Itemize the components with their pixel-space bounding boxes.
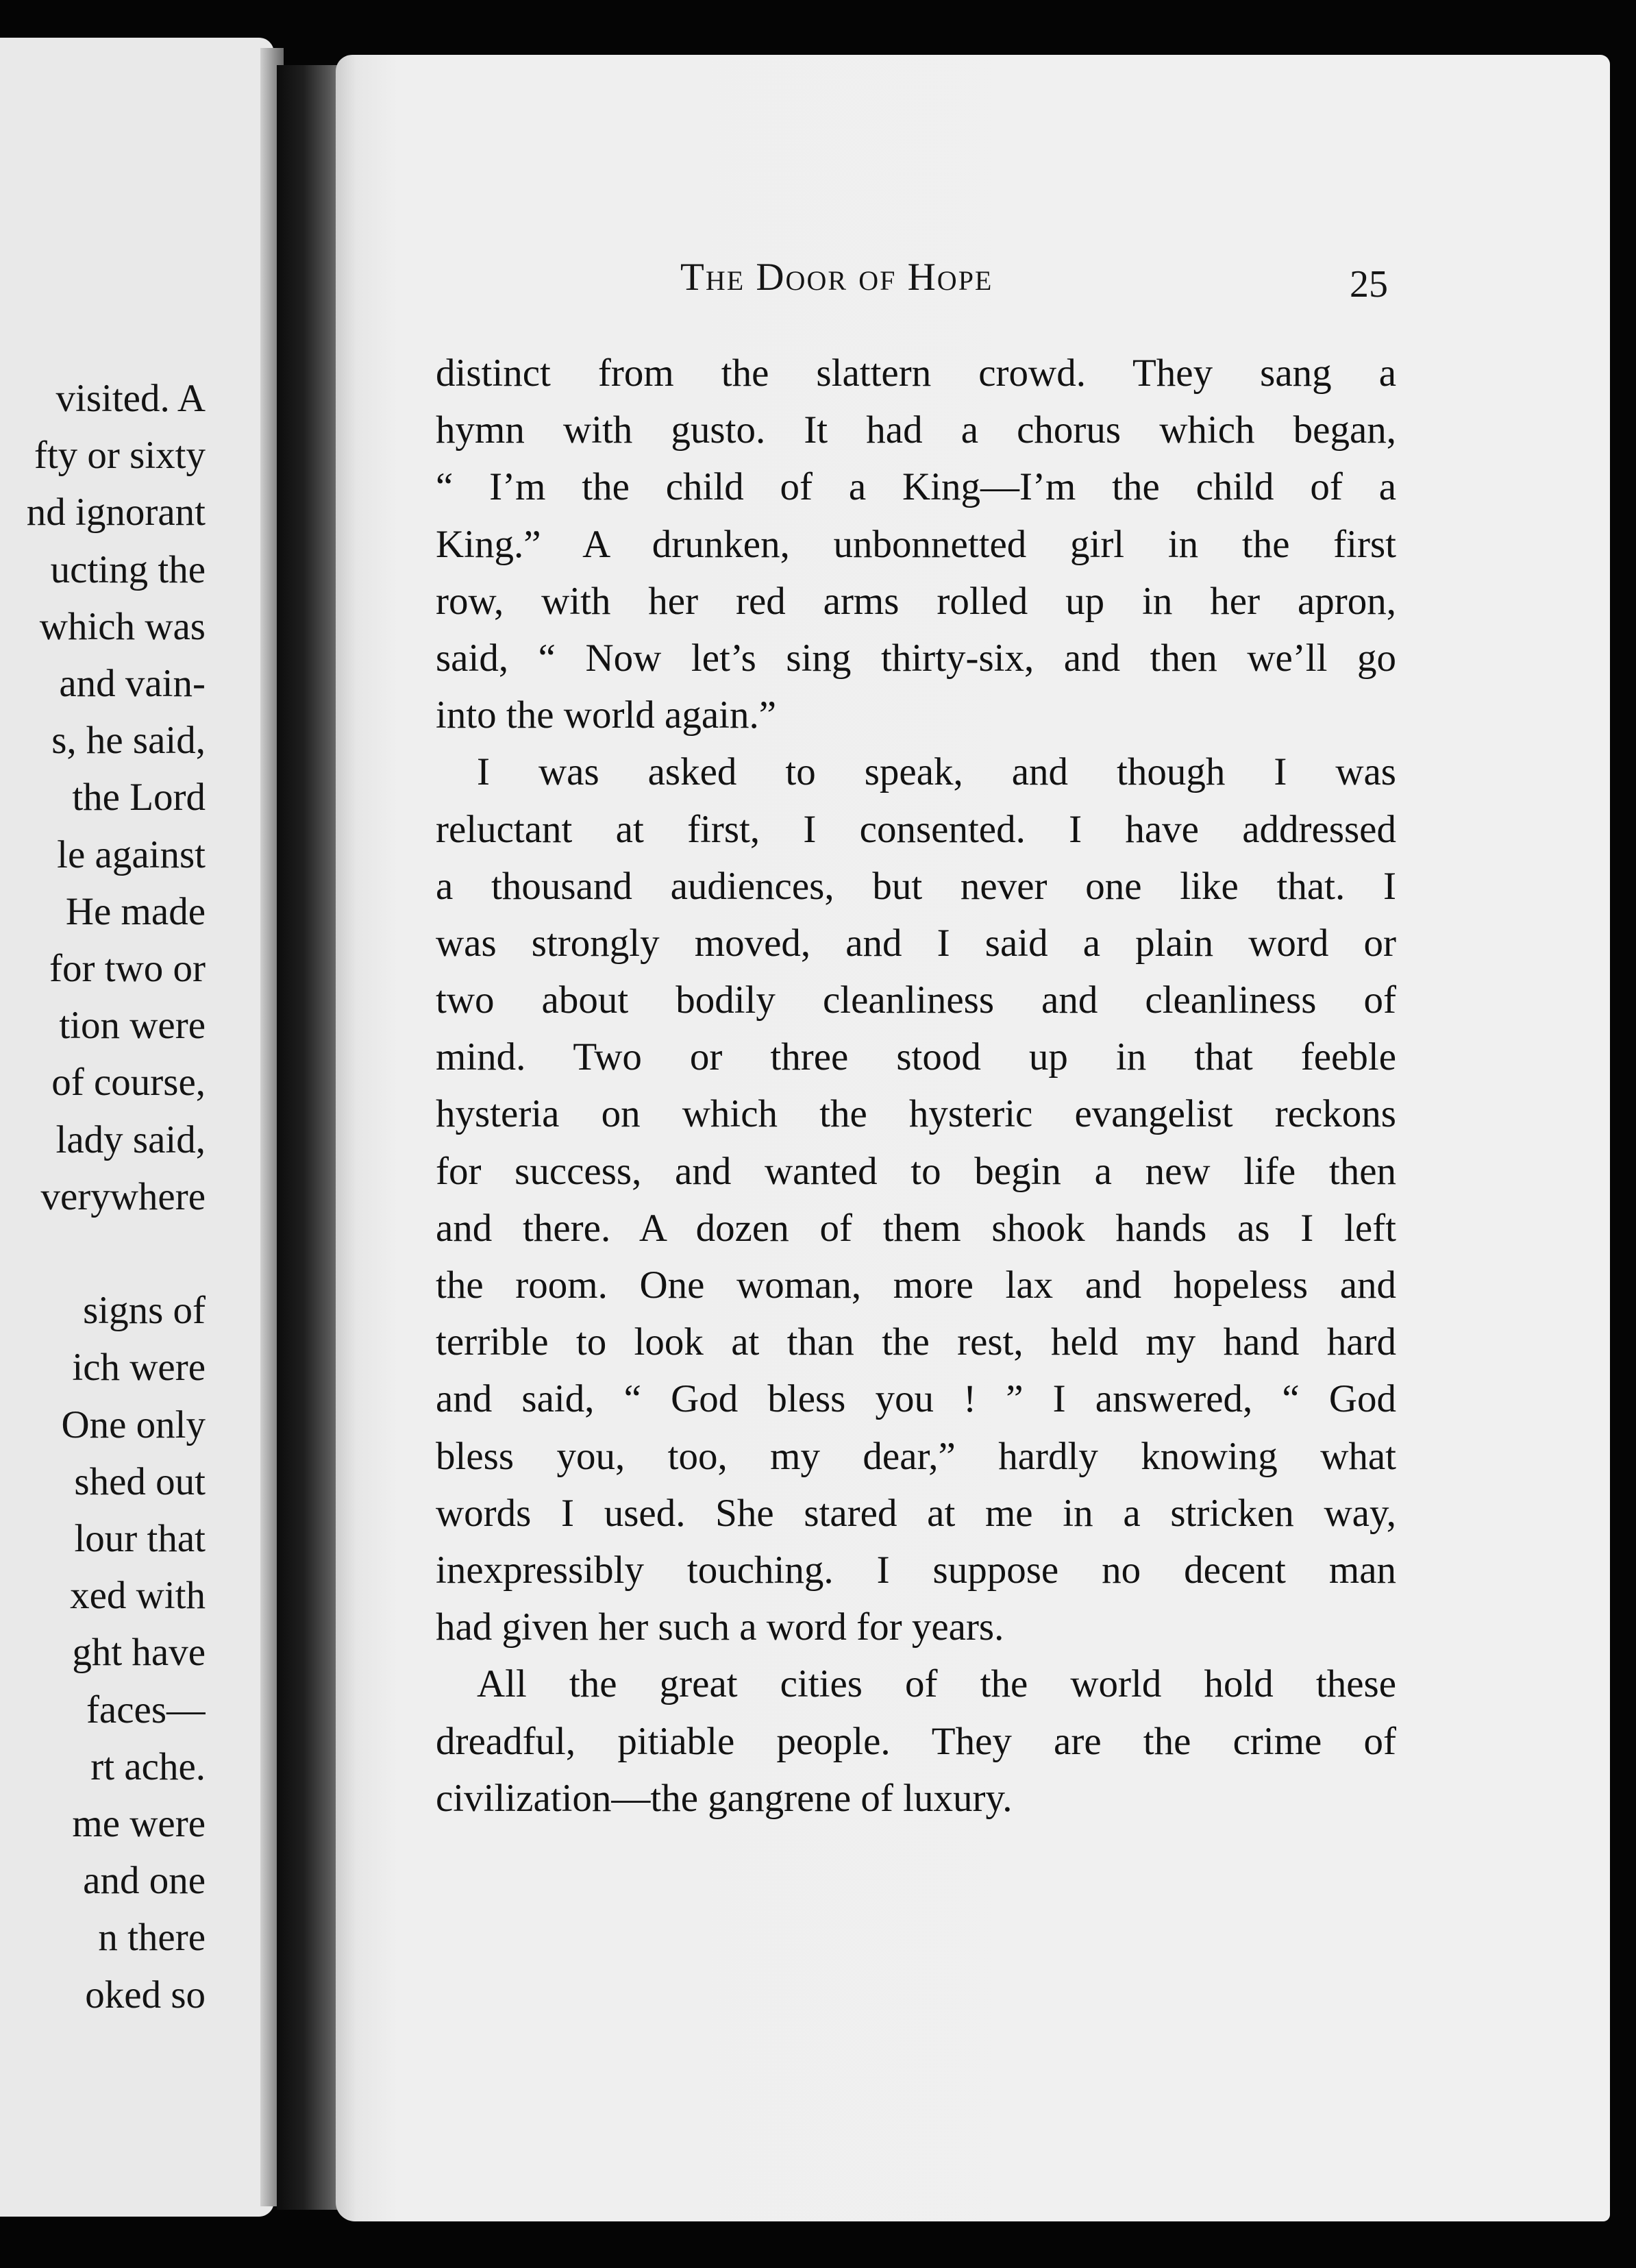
left-line: me were xyxy=(72,1802,206,1846)
left-line: He made xyxy=(65,889,206,933)
left-line: of course, xyxy=(51,1061,206,1105)
left-line: shed out xyxy=(74,1459,206,1503)
text-line: All the great cities of the world hold these xyxy=(477,1662,1396,1706)
left-line: verywhere xyxy=(40,1174,206,1218)
text-line: two about bodily cleanliness and cleanliness of xyxy=(436,978,1396,1022)
left-line: visited. A xyxy=(55,377,206,420)
text-line: said, “ Now let’s sing thirty-six, and then we’ll go xyxy=(436,636,1396,680)
left-line: rt ache. xyxy=(90,1745,206,1788)
left-page-text-fragment xyxy=(0,370,206,2023)
text-line: into the world again.” xyxy=(436,693,777,737)
left-line: le against xyxy=(57,833,206,876)
running-title: The Door of Hope xyxy=(680,256,993,299)
page-number: 25 xyxy=(1350,263,1388,306)
text-line: King.” A drunken, unbonnetted girl in the first xyxy=(436,522,1396,566)
text-line: terrible to look at than the rest, held my hand hard xyxy=(436,1320,1396,1364)
text-line: row, with her red arms rolled up in her apron, xyxy=(436,579,1396,623)
text-line: bless you, too, my dear,” hardly knowing what xyxy=(436,1434,1396,1478)
left-line: faces— xyxy=(86,1688,206,1731)
left-line-blank xyxy=(0,1225,206,1282)
left-line: nd ignorant xyxy=(26,491,206,534)
page-body xyxy=(436,345,1396,1827)
text-line: civilization—the gangrene of luxury. xyxy=(436,1776,1013,1820)
text-line: I was asked to speak, and though I was xyxy=(477,750,1396,794)
text-line: the room. One woman, more lax and hopeless and xyxy=(436,1264,1396,1307)
text-line: and said, “ God bless you ! ” I answered, “ God xyxy=(436,1377,1396,1421)
text-line: and there. A dozen of them shook hands as I left xyxy=(436,1206,1396,1250)
text-line: mind. Two or three stood up in that feeble xyxy=(436,1035,1396,1079)
text-line: a thousand audiences, but never one like that. I xyxy=(436,864,1396,908)
left-line: fty or sixty xyxy=(34,434,206,478)
text-line: distinct from the slattern crowd. They sang a xyxy=(436,352,1396,395)
left-line: which was xyxy=(39,604,206,648)
text-line: was strongly moved, and I said a plain word or xyxy=(436,921,1396,965)
text-line: for success, and wanted to begin a new life then xyxy=(436,1149,1396,1193)
left-line: tion were xyxy=(59,1004,206,1048)
left-line: s, he said, xyxy=(51,719,206,763)
left-line: ght have xyxy=(72,1631,206,1675)
left-line: and vain- xyxy=(59,662,206,706)
text-line: had given her such a word for years. xyxy=(436,1605,1004,1649)
text-line: dreadful, pitiable people. They are the crime of xyxy=(436,1719,1396,1763)
text-line: “ I’m the child of a King—I’m the child of a xyxy=(436,465,1396,509)
left-line: xed with xyxy=(70,1574,206,1618)
paragraph-2 xyxy=(436,743,1396,1655)
left-line: oked so xyxy=(85,1973,206,2017)
left-line: ich were xyxy=(72,1346,206,1390)
text-line: hymn with gusto. It had a chorus which began, xyxy=(436,408,1396,452)
left-line: One only xyxy=(61,1403,206,1446)
text-line: inexpressibly touching. I suppose no decent man xyxy=(436,1548,1396,1592)
left-line: ucting the xyxy=(50,547,206,591)
left-line: and one xyxy=(83,1859,206,1903)
text-line: words I used. She stared at me in a stricken way, xyxy=(436,1491,1396,1535)
left-line: lady said, xyxy=(55,1118,206,1161)
left-line: signs of xyxy=(83,1289,206,1333)
text-line: hysteria on which the hysteric evangelist reckons xyxy=(436,1092,1396,1136)
text-line: reluctant at first, I consented. I have addressed xyxy=(436,807,1396,851)
paragraph-1 xyxy=(436,345,1396,743)
left-line: n there xyxy=(98,1916,206,1960)
left-line: for two or xyxy=(49,947,206,991)
left-line: the Lord xyxy=(72,776,206,819)
left-line: lour that xyxy=(74,1517,206,1561)
left-page xyxy=(0,38,274,2217)
paragraph-3 xyxy=(436,1655,1396,1827)
